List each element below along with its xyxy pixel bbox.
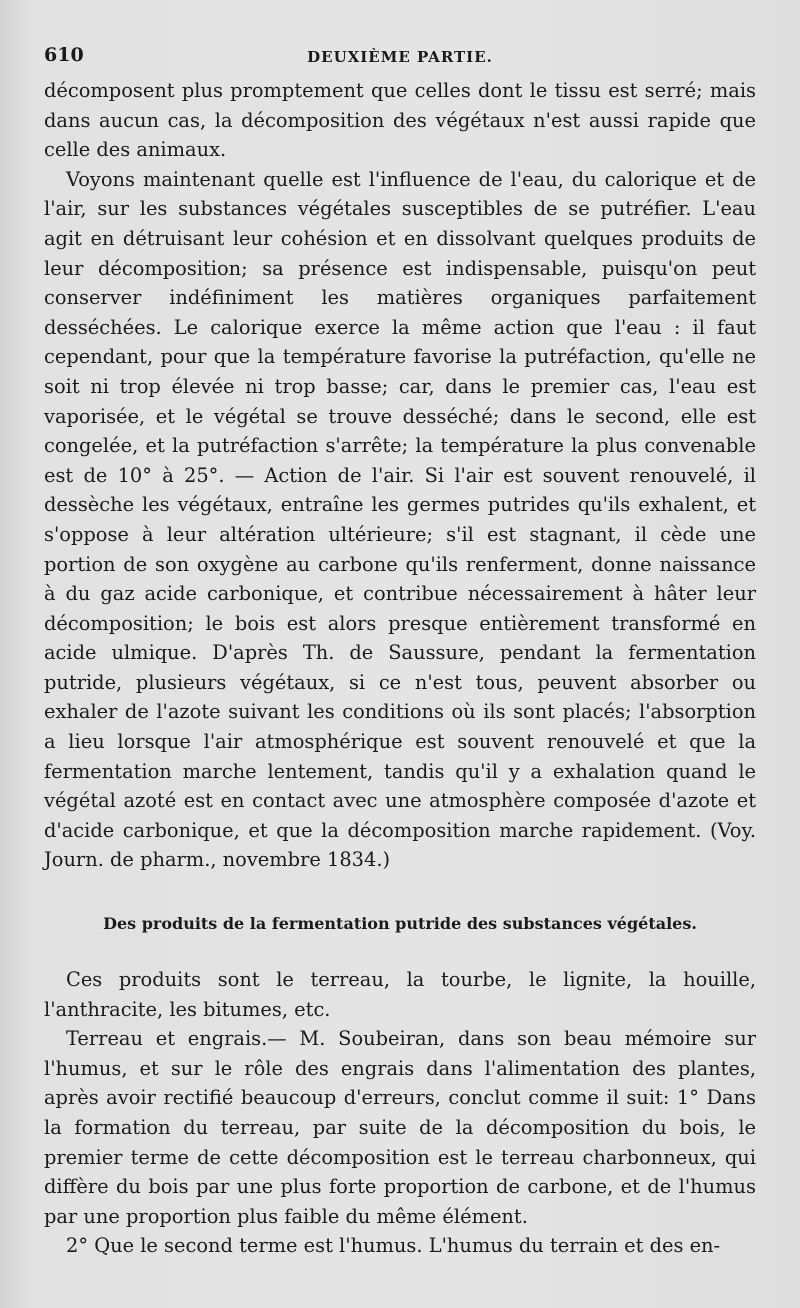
body-text-after xyxy=(44,965,756,1261)
page-number: 610 xyxy=(44,44,84,66)
page-header xyxy=(44,44,756,76)
section-heading: Des produits de la fermentation putride des substances végétales. xyxy=(103,914,697,934)
paragraph-influence: Voyons maintenant quelle est l'influence de l'eau, du calorique et de l'air, sur les substances végétales susceptibles de se putréfier. L'eau agit en détruisant leur cohésion et en dissolvant quelques produits de leur décomposition; sa présence est indispensable, puisqu'on peut conserver indéfiniment les matières organiques parfaitement desséchées. Le calorique exerce la même action que l'eau : il faut cependant, pour que la température favorise la putréfaction, qu'elle ne soit ni trop élevée ni trop basse; car, dans le premier cas, l'eau est vaporisée, et le végétal se trouve desséché; dans le second, elle est congelée, et la putréfaction s'arrête; la température la plus convenable est de 10° à 25°. — Action de l'air. Si l'air est souvent renouvelé, il dessèche les végétaux, entraîne les germes putrides qu'ils exhalent, et s'oppose à leur altération ultérieure; s'il est stagnant, il cède une portion de son oxygène au carbone qu'ils renferment, donne naissance à du gaz acide carbonique, et contribue nécessairement à hâter leur décomposition; le bois est alors presque entièrement transformé en acide ulmique. D'après Th. de Saussure, pendant la fermentation putride, plusieurs végétaux, si ce n'est tous, peuvent absorber ou exhaler de l'azote suivant les conditions où ils sont placés; l'absorption a lieu lorsque l'air atmosphérique est souvent renouvelé et que la fermentation marche lentement, tandis qu'il y a exhalation quand le végétal azoté est en contact avec une atmosphère composée d'azote et d'acide carbonique, et que la décomposition marche rapidement. (Voy. Journ. de pharm., novembre 1834.) xyxy=(44,167,756,872)
paragraph-terreau: Terreau et engrais.— M. Soubeiran, dans son beau mémoire sur l'humus, et sur le rôle des engrais dans l'alimentation des plantes, après avoir rectifié beaucoup d'erreurs, conclut comme il suit: 1° Dans la formation du terreau, par suite de la décomposition du bois, le premier terme de cette décomposition est le terreau charbonneux, qui diffère du bois par une plus forte proportion de carbone, et de l'humus par une proportion plus faible du même élément. xyxy=(44,1027,756,1228)
running-title: DEUXIÈME PARTIE. xyxy=(307,48,493,66)
paragraph-continuation: décomposent plus promptement que celles dont le tissu est serré; mais dans aucun cas, la décomposition des végétaux n'est aussi rapide que celle des animaux. xyxy=(44,79,756,162)
paragraph-products: Ces produits sont le terreau, la tourbe, le lignite, la houille, l'anthracite, les bitumes, etc. xyxy=(44,968,756,1021)
body-text xyxy=(44,76,756,875)
paragraph-second-term: 2° Que le second terme est l'humus. L'humus du terrain et des en- xyxy=(66,1234,721,1258)
